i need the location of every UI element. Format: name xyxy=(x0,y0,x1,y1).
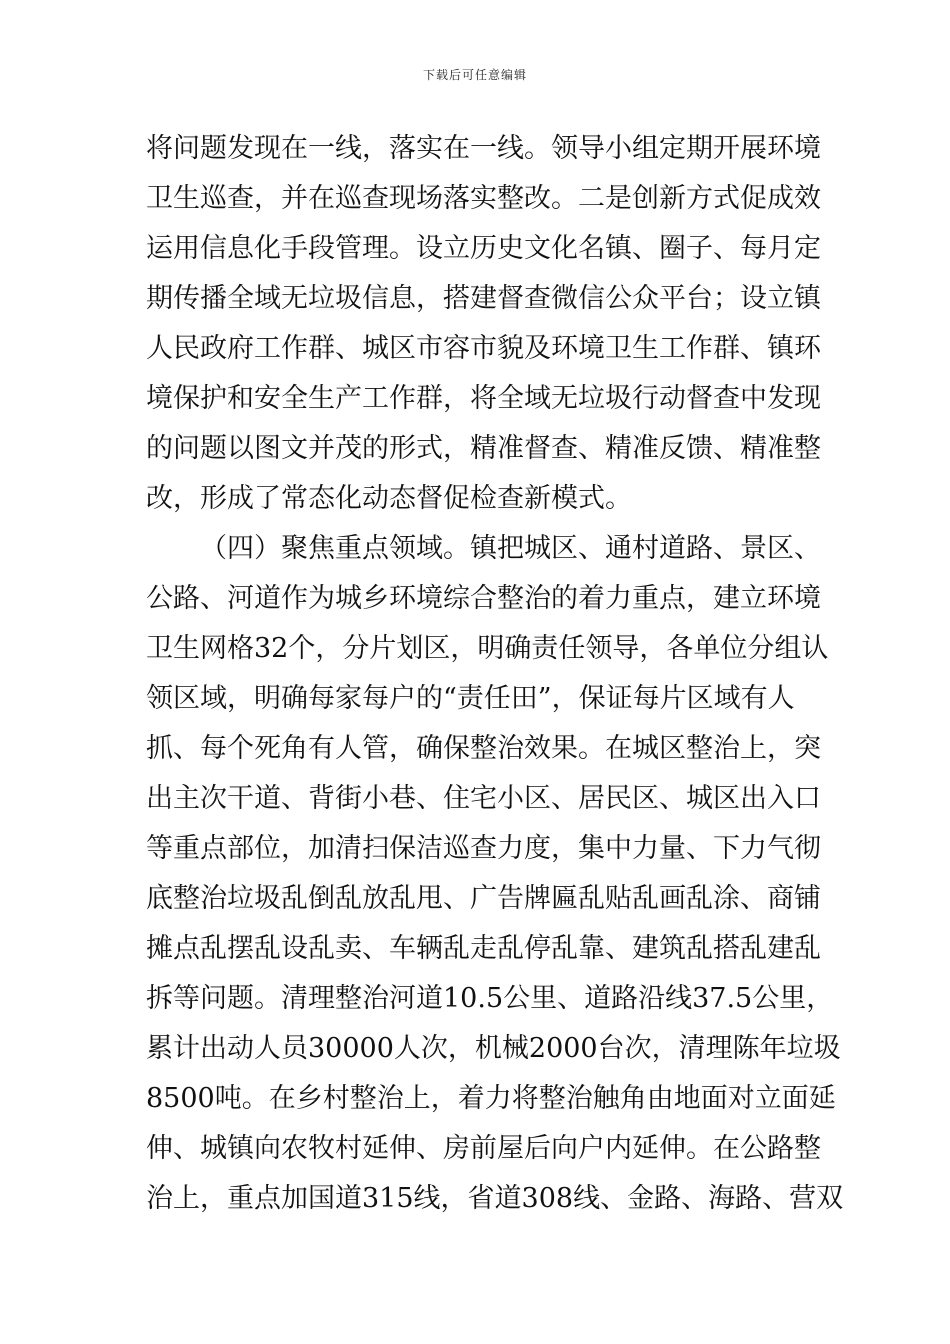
text-line: 8500吨。在乡村整治上，着力将整治触角由地面对立面延 xyxy=(146,1083,836,1114)
text-line: 期传播全域无垃圾信息，搭建督查微信公众平台；设立镇 xyxy=(146,283,821,314)
text-line: 将问题发现在一线，落实在一线。领导小组定期开展环境 xyxy=(146,133,821,164)
text-line: 卫生巡查，并在巡查现场落实整改。二是创新方式促成效 xyxy=(146,183,821,214)
text-line: 出主次干道、背街小巷、住宅小区、居民区、城区出入口 xyxy=(146,783,821,814)
text-line: 等重点部位，加清扫保洁巡查力度，集中力量、下力气彻 xyxy=(146,833,821,864)
text-line: 公路、河道作为城乡环境综合整治的着力重点，建立环境 xyxy=(146,583,821,614)
text-line: 的问题以图文并茂的形式，精准督查、精准反馈、精准整 xyxy=(146,433,821,464)
text-line: 境保护和安全生产工作群，将全域无垃圾行动督查中发现 xyxy=(146,383,821,414)
text-line: 摊点乱摆乱设乱卖、车辆乱走乱停乱靠、建筑乱搭乱建乱 xyxy=(146,933,821,964)
text-line: 运用信息化手段管理。设立历史文化名镇、圈子、每月定 xyxy=(146,233,821,264)
text-line: 底整治垃圾乱倒乱放乱甩、广告牌匾乱贴乱画乱涂、商铺 xyxy=(146,883,821,914)
text-line: 治上，重点加国道315线，省道308线、金路、海路、营双 xyxy=(146,1183,844,1214)
text-line: 领区域，明确每家每户的“责任田”，保证每片区域有人 xyxy=(146,683,795,714)
text-line: 累计出动人员30000人次，机械2000台次，清理陈年垃圾 xyxy=(146,1033,841,1064)
text-line: 伸、城镇向农牧村延伸、房前屋后向户内延伸。在公路整 xyxy=(146,1133,821,1164)
page-header: 下载后可任意编辑 xyxy=(422,68,527,82)
text-line: 卫生网格32个，分片划区，明确责任领导，各单位分组认 xyxy=(146,633,829,664)
text-line: 人民政府工作群、城区市容市貌及环境卫生工作群、镇环 xyxy=(146,333,821,364)
text-line: 改，形成了常态化动态督促检查新模式。 xyxy=(146,483,632,514)
paragraph-start-line: （四）聚焦重点领域。镇把城区、通村道路、景区、 xyxy=(200,533,821,564)
text-line: 抓、每个死角有人管，确保整治效果。在城区整治上，突 xyxy=(146,733,821,764)
text-line: 拆等问题。清理整治河道10.5公里、道路沿线37.5公里， xyxy=(146,983,834,1014)
